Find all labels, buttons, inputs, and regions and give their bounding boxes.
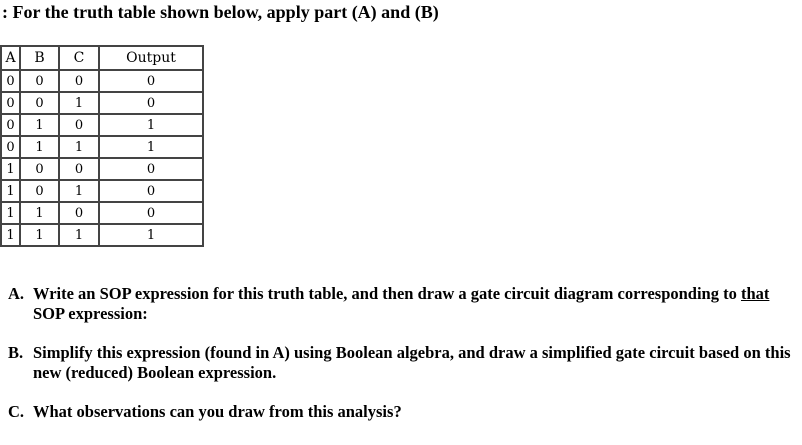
cell-a: 0 xyxy=(1,114,20,136)
question-text-part: SOP expression: xyxy=(33,304,148,323)
cell-c: 1 xyxy=(59,224,99,246)
question-letter: A. xyxy=(8,284,25,303)
cell-a: 1 xyxy=(1,158,20,180)
cell-c: 0 xyxy=(59,202,99,224)
cell-output: 0 xyxy=(99,158,203,180)
cell-c: 1 xyxy=(59,92,99,114)
cell-c: 0 xyxy=(59,158,99,180)
table-row xyxy=(1,114,203,136)
question-letter: C. xyxy=(8,402,25,421)
column-header-b: B xyxy=(20,46,59,70)
cell-c: 1 xyxy=(59,136,99,158)
question-c xyxy=(8,402,798,422)
cell-a: 1 xyxy=(1,202,20,224)
cell-b: 0 xyxy=(20,180,59,202)
cell-b: 0 xyxy=(20,92,59,114)
cell-output: 0 xyxy=(99,70,203,92)
cell-output: 0 xyxy=(99,180,203,202)
table-row xyxy=(1,92,203,114)
cell-output: 0 xyxy=(99,202,203,224)
question-text-part: Write an SOP expression for this truth table, and then draw a gate circuit diagram corresponding to xyxy=(33,284,741,303)
cell-c: 0 xyxy=(59,114,99,136)
cell-output: 1 xyxy=(99,136,203,158)
cell-b: 1 xyxy=(20,136,59,158)
question-text xyxy=(33,284,798,324)
cell-b: 1 xyxy=(20,202,59,224)
underlined-word: that xyxy=(740,284,770,303)
question-list xyxy=(8,284,798,422)
cell-output: 1 xyxy=(99,114,203,136)
cell-c: 1 xyxy=(59,180,99,202)
cell-a: 0 xyxy=(1,92,20,114)
table-row xyxy=(1,158,203,180)
cell-output: 0 xyxy=(99,92,203,114)
cell-b: 0 xyxy=(20,158,59,180)
table-row xyxy=(1,180,203,202)
question-text: Simplify this expression (found in A) using Boolean algebra, and draw a simplified gate circuit based on this new (reduced) Boolean expression. xyxy=(33,343,791,382)
question-text: What observations can you draw from this analysis? xyxy=(33,402,402,421)
table-row xyxy=(1,202,203,224)
question-b xyxy=(8,343,798,383)
instruction-heading: : For the truth table shown below, apply part (A) and (B) xyxy=(2,2,439,22)
table-header-row xyxy=(1,46,203,70)
cell-b: 0 xyxy=(20,70,59,92)
cell-a: 1 xyxy=(1,224,20,246)
cell-c: 0 xyxy=(59,70,99,92)
cell-b: 1 xyxy=(20,114,59,136)
cell-a: 1 xyxy=(1,180,20,202)
question-letter: B. xyxy=(8,343,24,362)
table-row xyxy=(1,136,203,158)
question-a xyxy=(8,284,798,324)
truth-table xyxy=(0,45,204,247)
table-row xyxy=(1,70,203,92)
cell-b: 1 xyxy=(20,224,59,246)
cell-a: 0 xyxy=(1,136,20,158)
table-row xyxy=(1,224,203,246)
column-header-output: Output xyxy=(99,46,203,70)
cell-output: 1 xyxy=(99,224,203,246)
column-header-a: A xyxy=(1,46,20,70)
column-header-c: C xyxy=(59,46,99,70)
cell-a: 0 xyxy=(1,70,20,92)
